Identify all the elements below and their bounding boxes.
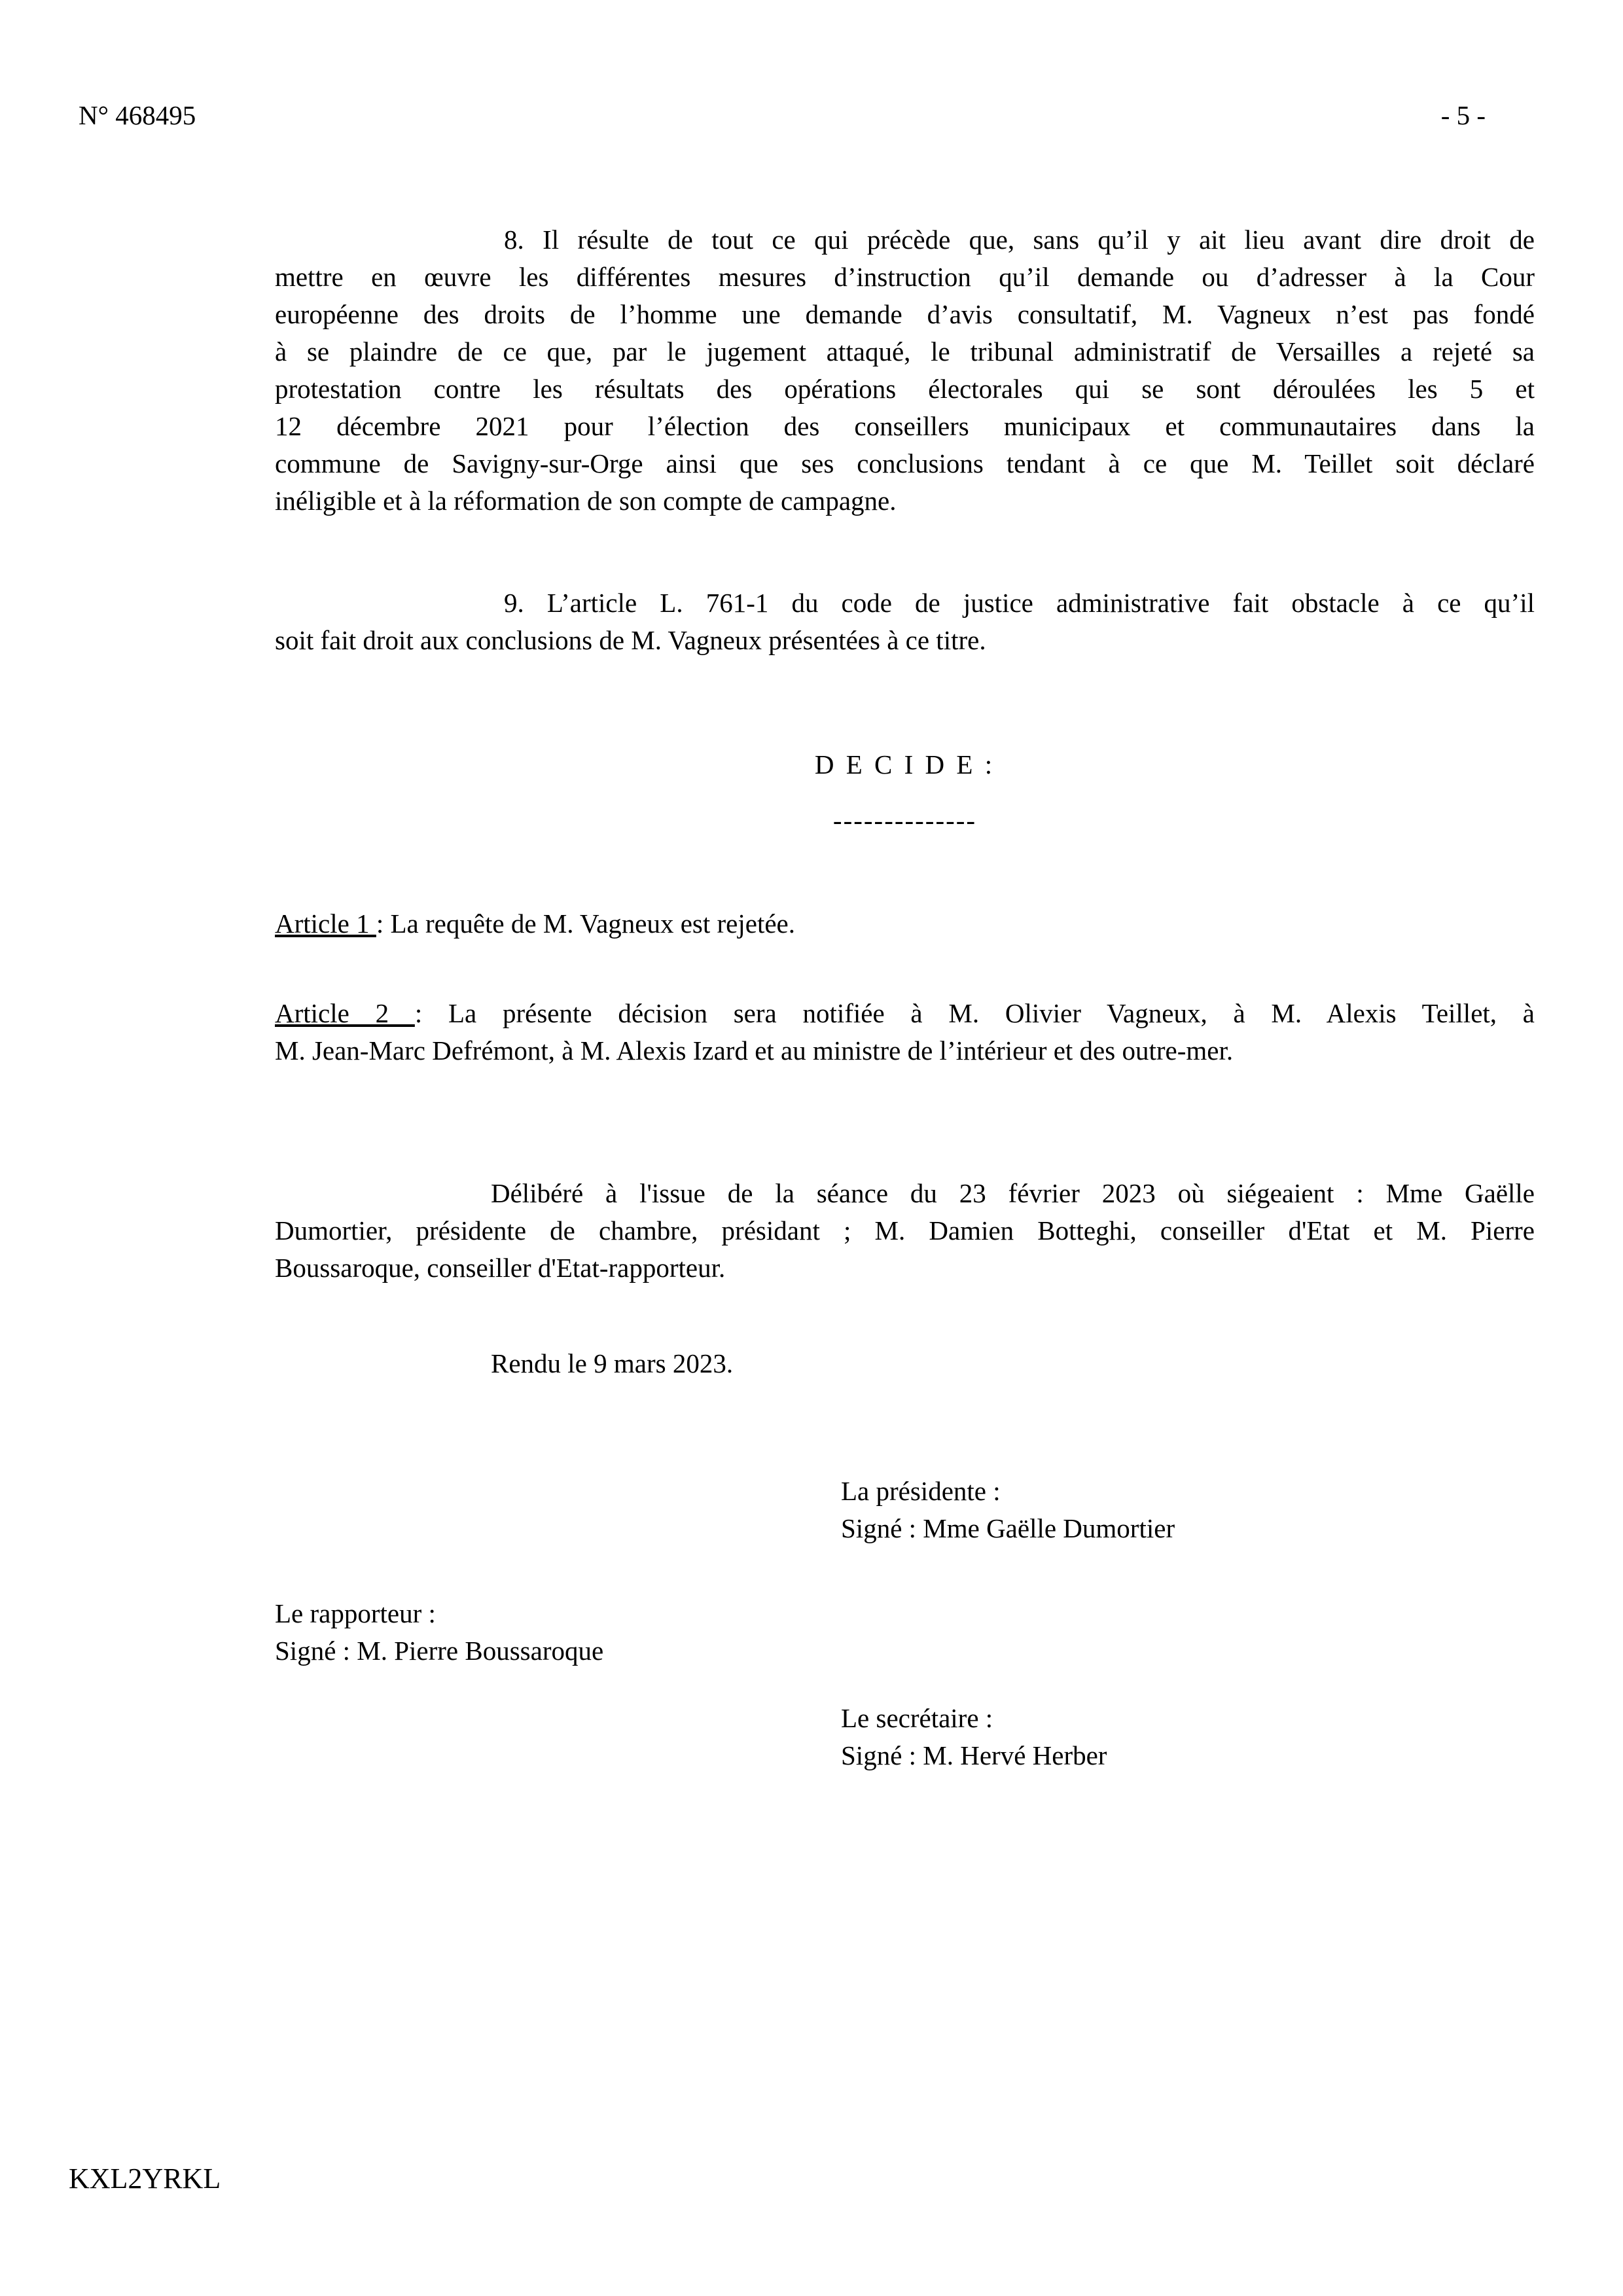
decide-dashes-divider: -------------- — [832, 805, 977, 835]
text-line: Article 1 : La requête de M. Vagneux est rejetée. — [275, 908, 796, 939]
underlined-article-label: Article 1 — [275, 908, 376, 939]
text-line: M. Jean-Marc Defrémont, à M. Alexis Izard et au ministre de l’intérieur et des outre-mer. — [275, 1035, 1234, 1066]
article-2 — [275, 995, 1535, 1069]
text-line: 9. L’article L. 761-1 du code de justice administrative fait obstacle à ce qu’il — [504, 588, 1535, 618]
signature-signed-rapporteur: Signé : M. Pierre Boussaroque — [275, 1636, 604, 1666]
decide-heading: D E C I D E : — [814, 749, 995, 780]
signature-role-secretaire: Le secrétaire : — [841, 1703, 993, 1733]
text-line: 8. Il résulte de tout ce qui précède que, sans qu’il y ait lieu avant dire droit de — [504, 224, 1535, 255]
article-1 — [275, 905, 1535, 942]
paragraph-9 — [275, 584, 1535, 659]
signature-block-presidente — [841, 1473, 1175, 1547]
text-line: inéligible et à la réformation de son compte de campagne. — [275, 486, 897, 516]
text-line: protestation contre les résultats des opérations électorales qui se sont déroulées les 5 et — [275, 374, 1535, 404]
text-line: soit fait droit aux conclusions de M. Vagneux présentées à ce titre. — [275, 625, 986, 655]
text-line: 12 décembre 2021 pour l’élection des conseillers municipaux et communautaires dans la — [275, 411, 1535, 441]
rendu-date-line: Rendu le 9 mars 2023. — [491, 1348, 734, 1378]
text-line: Boussaroque, conseiller d'Etat-rapporteur. — [275, 1253, 726, 1283]
deliberation-paragraph — [275, 1175, 1535, 1287]
signature-signed-presidente: Signé : Mme Gaëlle Dumortier — [841, 1513, 1175, 1543]
text-line: commune de Savigny-sur-Orge ainsi que ses conclusions tendant à ce que M. Teillet soit déclaré — [275, 448, 1535, 478]
text-line: à se plaindre de ce que, par le jugement attaqué, le tribunal administratif de Versailles a rejeté sa — [275, 336, 1535, 367]
case-number: N° 468495 — [79, 100, 196, 130]
page-number: - 5 - — [1440, 100, 1486, 130]
underlined-article-label: Article 2 — [275, 998, 415, 1028]
signature-block-secretaire — [841, 1700, 1107, 1774]
document-reference-code: KXL2YRKL — [69, 2162, 221, 2195]
paragraph-8 — [275, 221, 1535, 520]
text-line: Article 2 : La présente décision sera notifiée à M. Olivier Vagneux, à M. Alexis Teillet, à — [275, 998, 1535, 1028]
text-line: européenne des droits de l’homme une demande d’avis consultatif, M. Vagneux n’est pas fondé — [275, 299, 1535, 329]
signature-block-rapporteur — [275, 1595, 603, 1670]
text-line: Dumortier, présidente de chambre, présidant ; M. Damien Botteghi, conseiller d'Etat et M. Pierre — [275, 1215, 1535, 1246]
signature-signed-secretaire: Signé : M. Hervé Herber — [841, 1740, 1107, 1770]
text-line: Délibéré à l'issue de la séance du 23 février 2023 où siégeaient : Mme Gaëlle — [491, 1178, 1535, 1208]
signature-role-rapporteur: Le rapporteur : — [275, 1598, 436, 1628]
signature-role-presidente: La présidente : — [841, 1476, 1001, 1506]
text-line: mettre en œuvre les différentes mesures d’instruction qu’il demande ou d’adresser à la Cour — [275, 262, 1535, 292]
